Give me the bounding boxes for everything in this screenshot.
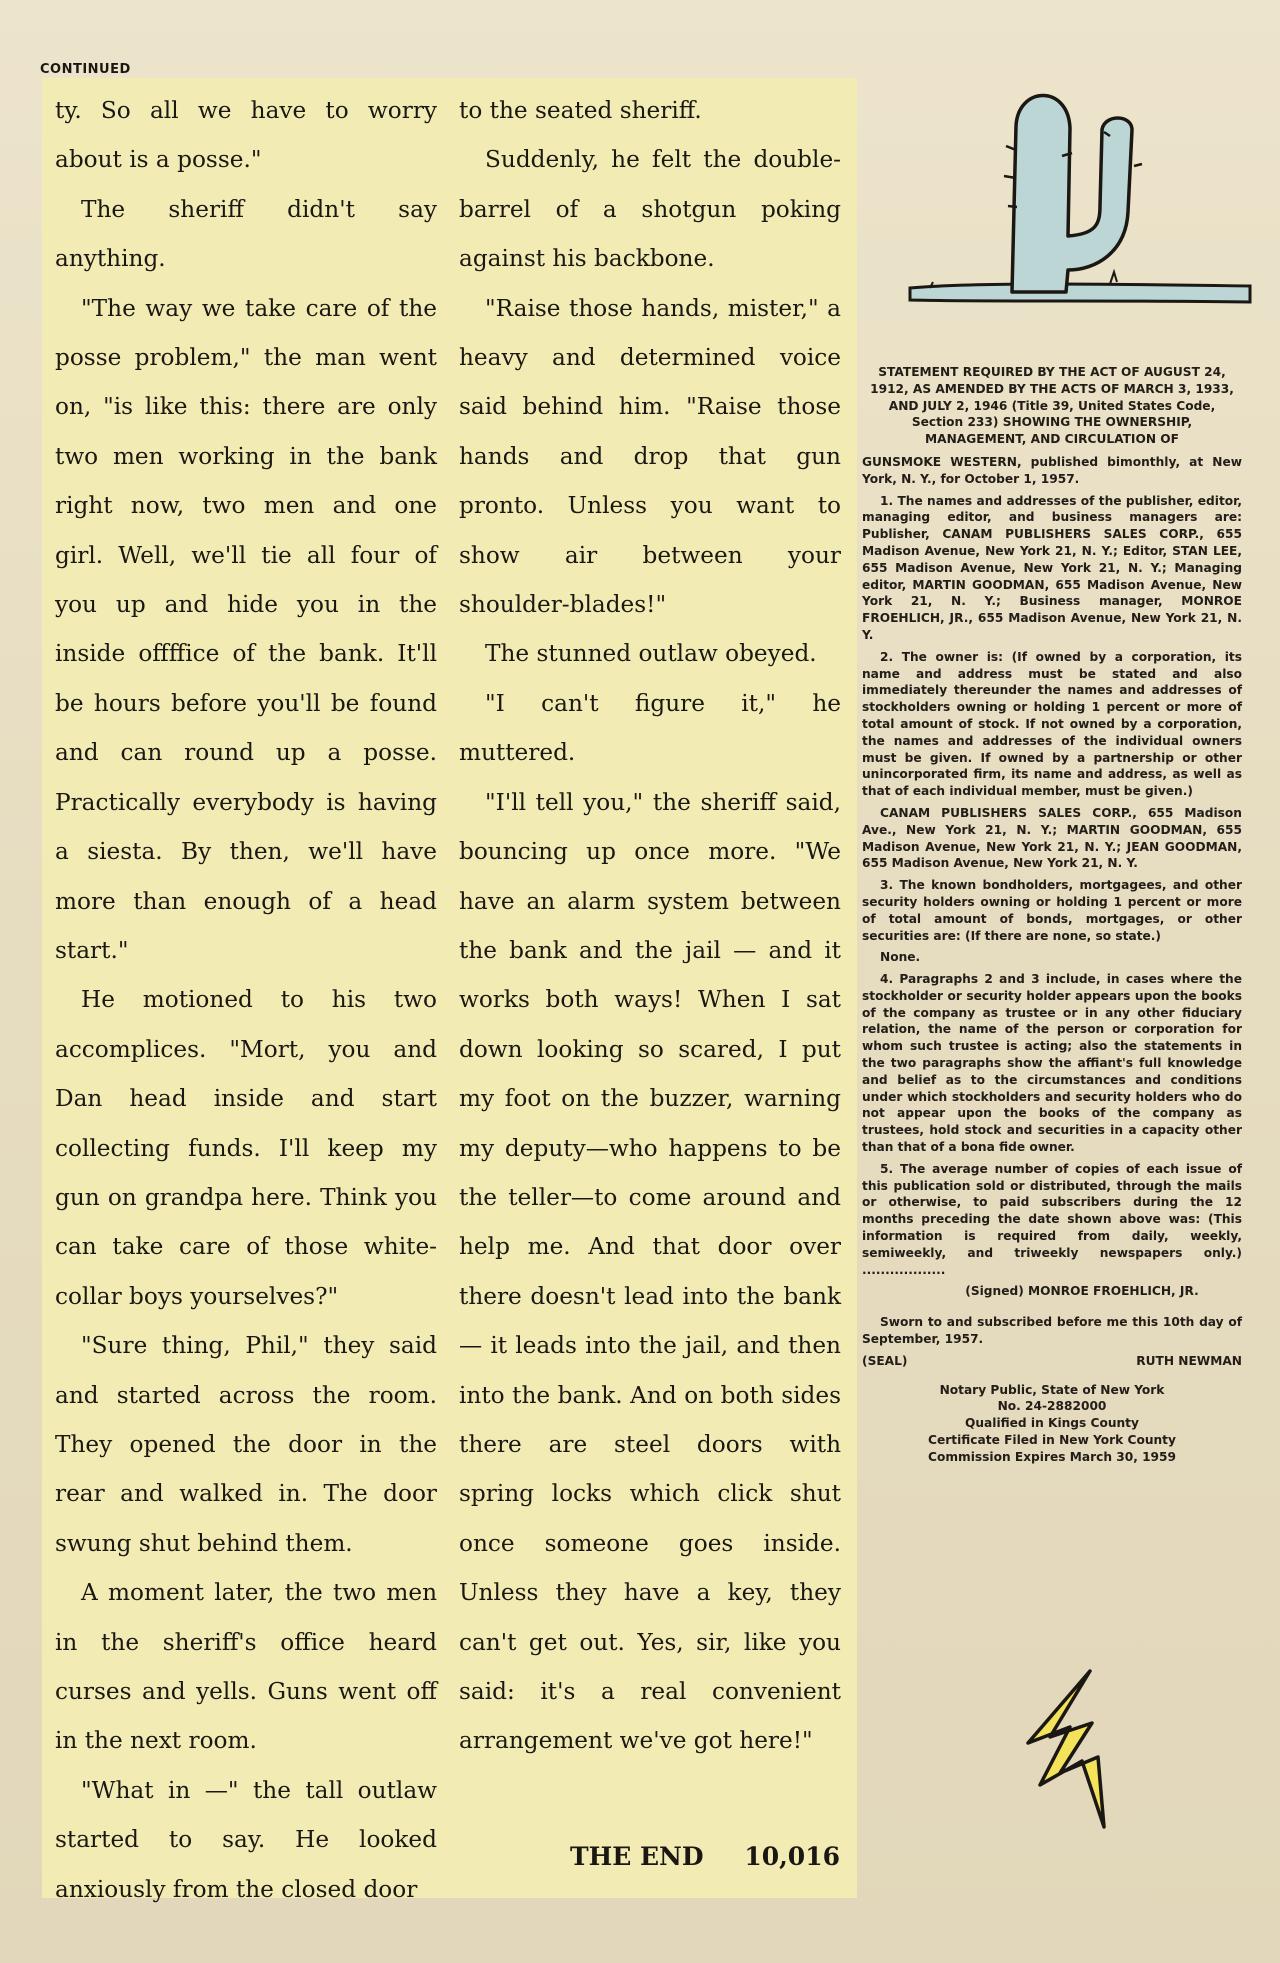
statement-item-4: 4. Paragraphs 2 and 3 include, in cases where the stockholder or security holder appears upon the books of the company as trustee or in any other fiduciary relation, the name of the person or corporation for whom such trustee is acting; also the statements in the two paragraphs show the affiant's full knowledge and belief as to the circumstances and conditions under which stockholders and security holders who do not appear upon the books of the company as trustees, hold stock and securities in a capacity other than that of a bona fide owner. bbox=[862, 972, 1242, 1155]
paragraph: The sheriff didn't say anything. bbox=[55, 195, 437, 273]
paragraph: The stunned outlaw obeyed. bbox=[485, 640, 817, 668]
notary-line: Notary Public, State of New York bbox=[939, 1382, 1165, 1397]
the-end-label: THE END bbox=[570, 1842, 704, 1871]
lightning-bolt-illustration bbox=[1020, 1665, 1130, 1835]
continued-label: CONTINUED bbox=[40, 62, 131, 77]
statement-item-3: 3. The known bondholders, mortgagees, and other security holders owning or holding 1 percent or more of total amount of bonds, mortgages, or other securities are: (If there are none, so state.) bbox=[862, 878, 1242, 943]
lightning-bolt-shape bbox=[1028, 1671, 1104, 1827]
paragraph: "Raise those hands, mister," a heavy and determined voice said behind him. "Raise those hands and drop that gun pronto. Unless you want to show air between your shoulder-blades!" bbox=[459, 294, 841, 619]
paragraph: "The way we take care of the posse problem," the man went on, "is like this: there are only two men working in the bank right now, two men and one girl. Well, we'll tie all four of you up and hide you in the inside offffice of the bank. It'll be hours before you'll be found and can round up a posse. Practically everybody is having a siesta. By then, we'll have more than enough of a head start." bbox=[55, 294, 437, 964]
paragraph: ty. So all we have to worry about is a posse." bbox=[55, 97, 437, 174]
statement-none: None. bbox=[880, 950, 921, 965]
statement-item-2: 2. The owner is: (If owned by a corporation, its name and address must be stated and also immediately thereunder the names and addresses of stockholders owning or holding 1 percent or more of total amount of stock. If not owned by a corporation, the names and addresses of the individual owners must be given. If owned by a partnership or other unincorporated firm, its name and address, as well as that of each individual member, must be given.) bbox=[862, 649, 1242, 799]
statement-item-5: 5. The average number of copies of each issue of this publication sold or distributed, through the mails or otherwise, to paid subscribers during the 12 months preceding the date shown above was: (This information is required from daily, weekly, semiweekly, and triweekly newspapers only.) .................. bbox=[862, 1161, 1242, 1277]
notary-block bbox=[862, 1382, 1242, 1466]
paragraph: "I can't figure it," he muttered. bbox=[459, 689, 841, 767]
paragraph: "Sure thing, Phil," they said and started across the room. They opened the door in the rear and walked in. The door swung shut behind them. bbox=[55, 1332, 437, 1557]
statement-intro: GUNSMOKE WESTERN, published bimonthly, at New York, N. Y., for October 1, 1957. bbox=[862, 454, 1242, 486]
cactus-body bbox=[1012, 96, 1132, 293]
notary-line: Certificate Filed in New York County bbox=[928, 1433, 1176, 1448]
story-column-2 bbox=[459, 86, 841, 1766]
ownership-statement bbox=[862, 364, 1242, 1466]
paragraph: "What in —" the tall outlaw started to say. He looked anxiously from the closed door bbox=[55, 1776, 437, 1903]
notary-line: Commission Expires March 30, 1959 bbox=[928, 1449, 1176, 1464]
statement-owners: CANAM PUBLISHERS SALES CORP., 655 Madison Ave., New York 21, N. Y.; MARTIN GOODMAN, 655 Madison Avenue, New York 21, N. Y.; JEAN GOODMAN, 655 Madison Avenue, New York 21, N. Y. bbox=[862, 805, 1242, 871]
paragraph: Suddenly, he felt the double-barrel of a shotgun poking against his backbone. bbox=[459, 146, 841, 273]
story-end-line bbox=[570, 1842, 840, 1871]
notary-name: RUTH NEWMAN bbox=[1136, 1353, 1242, 1368]
story-column-1 bbox=[55, 86, 437, 1914]
word-count: 10,016 bbox=[744, 1842, 840, 1871]
cactus-illustration bbox=[900, 56, 1260, 326]
cactus-ground bbox=[910, 284, 1250, 302]
statement-sworn: Sworn to and subscribed before me this 10th day of September, 1957. bbox=[862, 1315, 1242, 1347]
statement-signature: (Signed) MONROE FROEHLICH, JR. bbox=[965, 1284, 1199, 1299]
paragraph: "I'll tell you," the sheriff said, bouncing up once more. "We have an alarm system between the bank and the jail — and it works both ways! When I sat down looking so scared, I put my foot on the buzzer, warning my deputy—who happens to be the teller—to come around and help me. And that door over there doesn't lead into the bank — it leads into the jail, and then into the bank. And on both sides there are steel doors with spring locks which click shut once someone goes inside. Unless they have a key, they can't get out. Yes, sir, like you said: it's a real convenient arrangement we've got here!" bbox=[459, 788, 841, 1755]
notary-line: Qualified in Kings County bbox=[965, 1416, 1139, 1431]
seal-row bbox=[862, 1353, 1242, 1370]
paragraph: to the seated sheriff. bbox=[459, 97, 702, 124]
paragraph: He motioned to his two accomplices. "Mort, you and Dan head inside and start collecting funds. I'll keep my gun on grandpa here. Think you can take care of those white-collar boys yourselves?" bbox=[55, 986, 437, 1310]
statement-heading: STATEMENT REQUIRED BY THE ACT OF AUGUST 24, 1912, AS AMENDED BY THE ACTS OF MARCH 3, 1933, AND JULY 2, 1946 (Title 39, United States Code, Section 233) SHOWING THE OWNERSHIP, MANAGEMENT, AND CIRCULATION OF bbox=[870, 365, 1234, 447]
paragraph: A moment later, the two men in the sheriff's office heard curses and yells. Guns went off in the next room. bbox=[55, 1579, 437, 1755]
notary-line: No. 24-2882000 bbox=[997, 1399, 1107, 1414]
seal-label: (SEAL) bbox=[862, 1353, 908, 1368]
statement-item-1: 1. The names and addresses of the publisher, editor, managing editor, and business managers are: Publisher, CANAM PUBLISHERS SALES CORP., 655 Madison Avenue, New York 21, N. Y.; Editor, STAN LEE, 655 Madison Avenue, New York 21, N. Y.; Managing editor, MARTIN GOODMAN, 655 Madison Avenue, New York 21, N. Y.; Business manager, MONROE FROEHLICH, JR., 655 Madison Avenue, New York 21, N. Y. bbox=[862, 493, 1242, 642]
